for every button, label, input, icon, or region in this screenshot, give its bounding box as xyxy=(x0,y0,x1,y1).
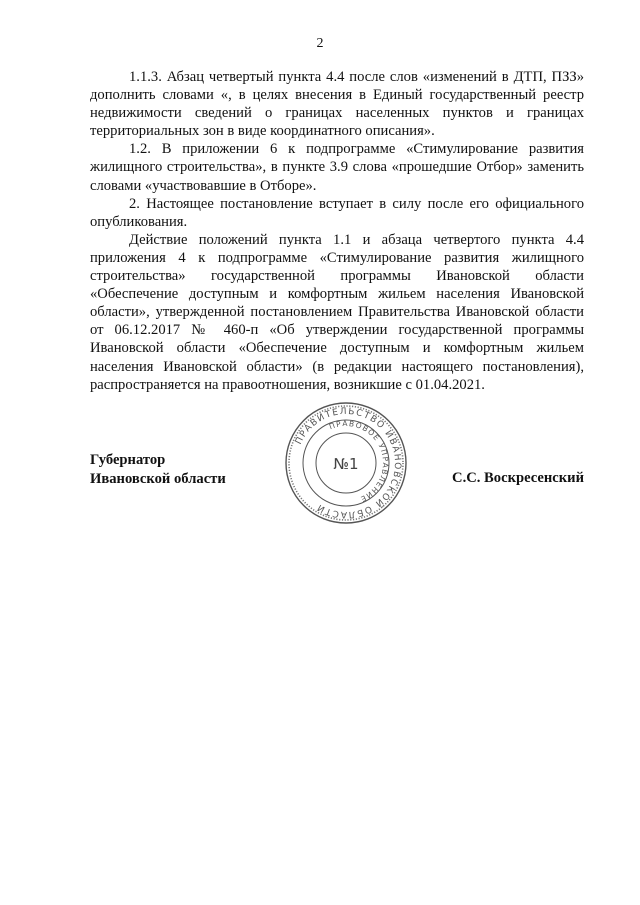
paragraph-2: 2. Настоящее постановление вступает в силу после его официального опубликования. xyxy=(90,195,584,230)
page-number: 2 xyxy=(316,36,324,51)
signer-name: С.С. Воскресенский xyxy=(452,470,584,486)
seal-inner-text: ПРАВОВОЕ УПРАВЛЕНИЕ xyxy=(327,418,391,505)
paragraph-1-1-3: 1.1.3. Абзац четвертый пункта 4.4 после слов «изменений в ДТП, ПЗЗ» дополнить словами «, в целях внесения в Единый государственный реестр недвижимости сведений о границах населенных пунктов и границах территориальных зон в виде координатного описания». xyxy=(90,69,584,140)
paragraph-1-2: 1.2. В приложении 6 к подпрограмме «Стимулирование развития жилищного строительства», в пункте 3.9 слова «прошедшие Отбор» заменить словами «участвовавшие в Отборе». xyxy=(90,141,584,194)
official-seal-stamp xyxy=(283,400,409,526)
seal-outer-text: ПРАВИТЕЛЬСТВО ИВАНОВСКОЙ ОБЛАСТИ xyxy=(293,406,403,520)
paragraph-effect: Действие положений пункта 1.1 и абзаца четвертого пункта 4.4 приложения 4 к подпрограмме «Стимулирование развития жилищного строительства» государственной программы Ивановской области «Обеспечение доступным и комфортным жильем населения Ивановской области», утвержденной постановлением Правительства Ивановской области от 06.12.2017 № 460-п «Об утверждении государственной программы Ивановской области «Обеспечение доступным и комфортным жильем населения Ивановской области» (в редакции настоящего постановления), распространяется на правоотношения, возникшие с 01.04.2021. xyxy=(90,231,584,393)
signer-title-line-2: Ивановской области xyxy=(90,470,226,487)
seal-number: №1 xyxy=(333,455,359,473)
signer-title xyxy=(90,451,226,488)
document-body xyxy=(90,68,584,394)
signature-block xyxy=(90,406,584,535)
signer-title-line-1: Губернатор xyxy=(90,452,166,468)
